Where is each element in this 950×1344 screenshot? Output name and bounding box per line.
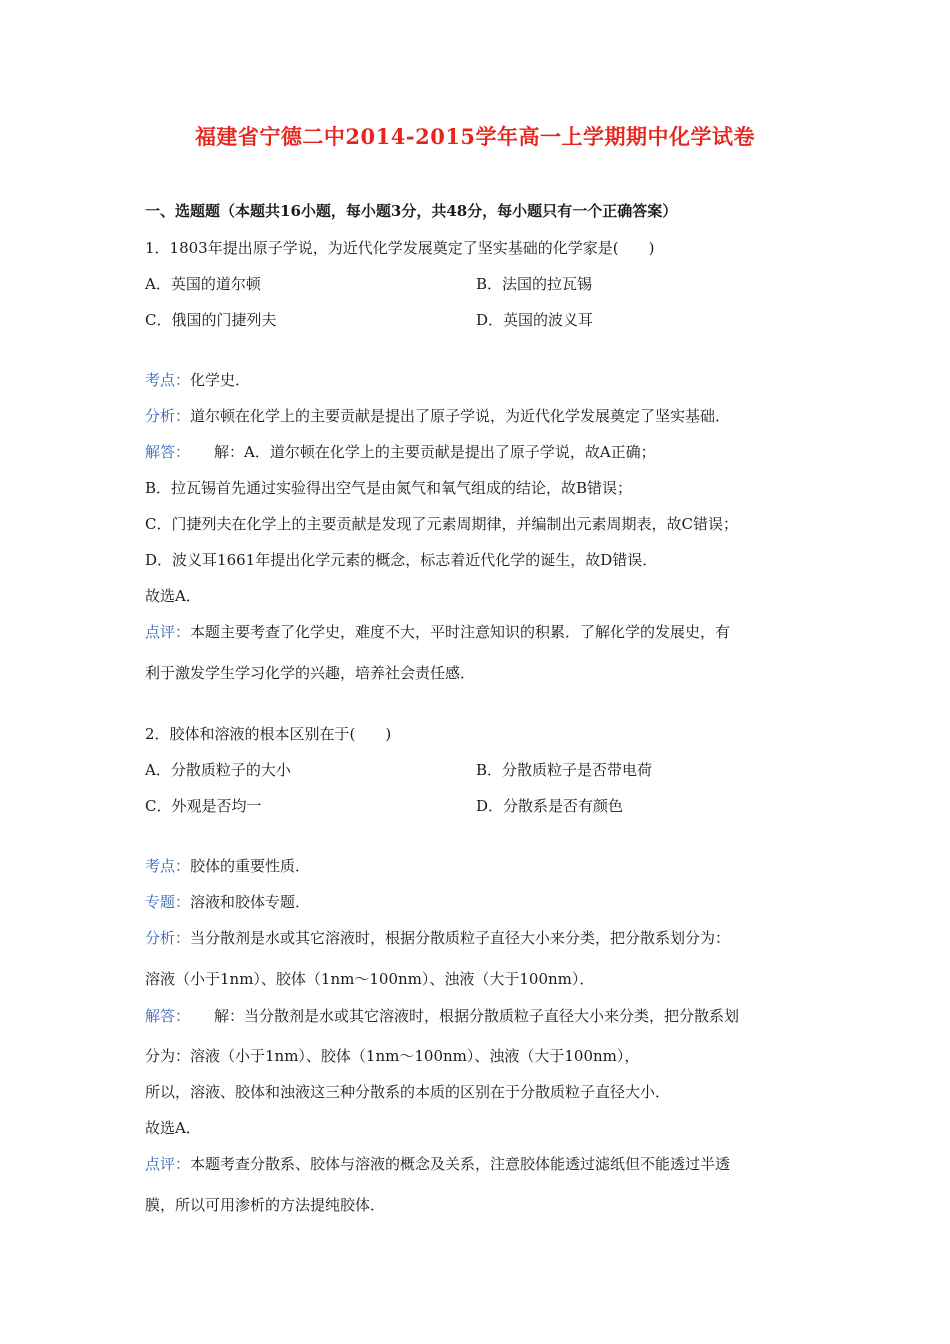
question-1-stem: 1．1803年提出原子学说，为近代化学发展奠定了坚实基础的化学家是( ) <box>145 239 655 257</box>
q1-kaodian-label: 考点： <box>145 371 191 389</box>
q1-dianping-cont: 利于激发学生学习化学的兴趣，培养社会责任感． <box>145 664 476 682</box>
q1-kaodian <box>145 370 250 390</box>
q2-jieda-cont-1: 分为：溶液（小于1nm）、胶体（1nm～100nm）、浊液（大于100nm）， <box>145 1047 640 1065</box>
q1-dianping <box>145 622 730 642</box>
q2-jieda-cont-2: 所以，溶液、胶体和浊液这三种分散系的本质的区别在于分散质粒子直径大小． <box>145 1083 671 1101</box>
q2-dianping-text: 本题考查分散系、胶体与溶液的概念及关系，注意胶体能透过滤纸但不能透过半透 <box>190 1155 731 1173</box>
question-2-stem: 2．胶体和溶液的根本区别在于( ) <box>145 725 392 743</box>
q1-jieda-text: 解：A．道尔顿在化学上的主要贡献是提出了原子学说，故A正确； <box>214 443 656 461</box>
q1-option-b: B．法国的拉瓦锡 <box>476 275 593 293</box>
q2-kaodian-text: 胶体的重要性质． <box>190 857 311 875</box>
q2-dianping-cont: 膜，所以可用渗析的方法提纯胶体． <box>145 1196 386 1214</box>
q2-jieda <box>145 1006 739 1026</box>
q1-fenxi <box>145 406 730 426</box>
q2-option-a: A．分散质粒子的大小 <box>145 761 291 779</box>
q2-zhuanti-label: 专题： <box>145 893 191 911</box>
q2-fenxi <box>145 928 730 948</box>
q2-jieda-label: 解答： <box>145 1007 191 1025</box>
q2-option-b: B．分散质粒子是否带电荷 <box>476 761 653 779</box>
q2-jieda-text: 解：当分散剂是水或其它溶液时，根据分散质粒子直径大小来分类，把分散系划 <box>214 1007 740 1025</box>
q2-kaodian-label: 考点： <box>145 857 191 875</box>
q2-option-d: D．分散系是否有颜色 <box>476 797 624 815</box>
q1-answer: 故选A． <box>145 587 201 605</box>
q2-fenxi-cont: 溶液（小于1nm）、胶体（1nm～100nm）、浊液（大于100nm）． <box>145 970 595 988</box>
q1-dianping-text: 本题主要考查了化学史，难度不大，平时注意知识的积累．了解化学的发展史，有 <box>190 623 731 641</box>
q2-zhuanti-text: 溶液和胶体专题． <box>190 893 311 911</box>
q2-kaodian <box>145 856 310 876</box>
q1-dianping-label: 点评： <box>145 623 191 641</box>
q1-option-d: D．英国的波义耳 <box>476 311 594 329</box>
q1-option-c: C．俄国的门捷列夫 <box>145 311 277 329</box>
q1-option-a: A．英国的道尔顿 <box>145 275 261 293</box>
q2-dianping <box>145 1154 730 1174</box>
document-title: 福建省宁德二中2014-2015学年高一上学期期中化学试卷 <box>194 124 756 149</box>
q2-answer: 故选A． <box>145 1119 201 1137</box>
q1-kaodian-text: 化学史． <box>190 371 251 389</box>
q1-jieda-d: D．波义耳1661年提出化学元素的概念，标志着近代化学的诞生，故D错误． <box>145 551 658 569</box>
q1-jieda-c: C．门捷列夫在化学上的主要贡献是发现了元素周期律，并编制出元素周期表，故C错误； <box>145 515 738 533</box>
q2-option-c: C．外观是否均一 <box>145 797 262 815</box>
q1-jieda <box>145 442 656 462</box>
q1-fenxi-label: 分析： <box>145 407 191 425</box>
q1-jieda-label: 解答： <box>145 443 191 461</box>
q1-jieda-b: B．拉瓦锡首先通过实验得出空气是由氮气和氧气组成的结论，故B错误； <box>145 479 633 497</box>
q2-dianping-label: 点评： <box>145 1155 191 1173</box>
q2-fenxi-label: 分析： <box>145 929 191 947</box>
q1-fenxi-text: 道尔顿在化学上的主要贡献是提出了原子学说，为近代化学发展奠定了坚实基础． <box>190 407 731 425</box>
q2-zhuanti <box>145 892 310 912</box>
section-heading: 一、选题题（本题共16小题，每小题3分，共48分，每小题只有一个正确答案） <box>145 202 678 220</box>
q2-fenxi-text: 当分散剂是水或其它溶液时，根据分散质粒子直径大小来分类，把分散系划分为： <box>190 929 731 947</box>
